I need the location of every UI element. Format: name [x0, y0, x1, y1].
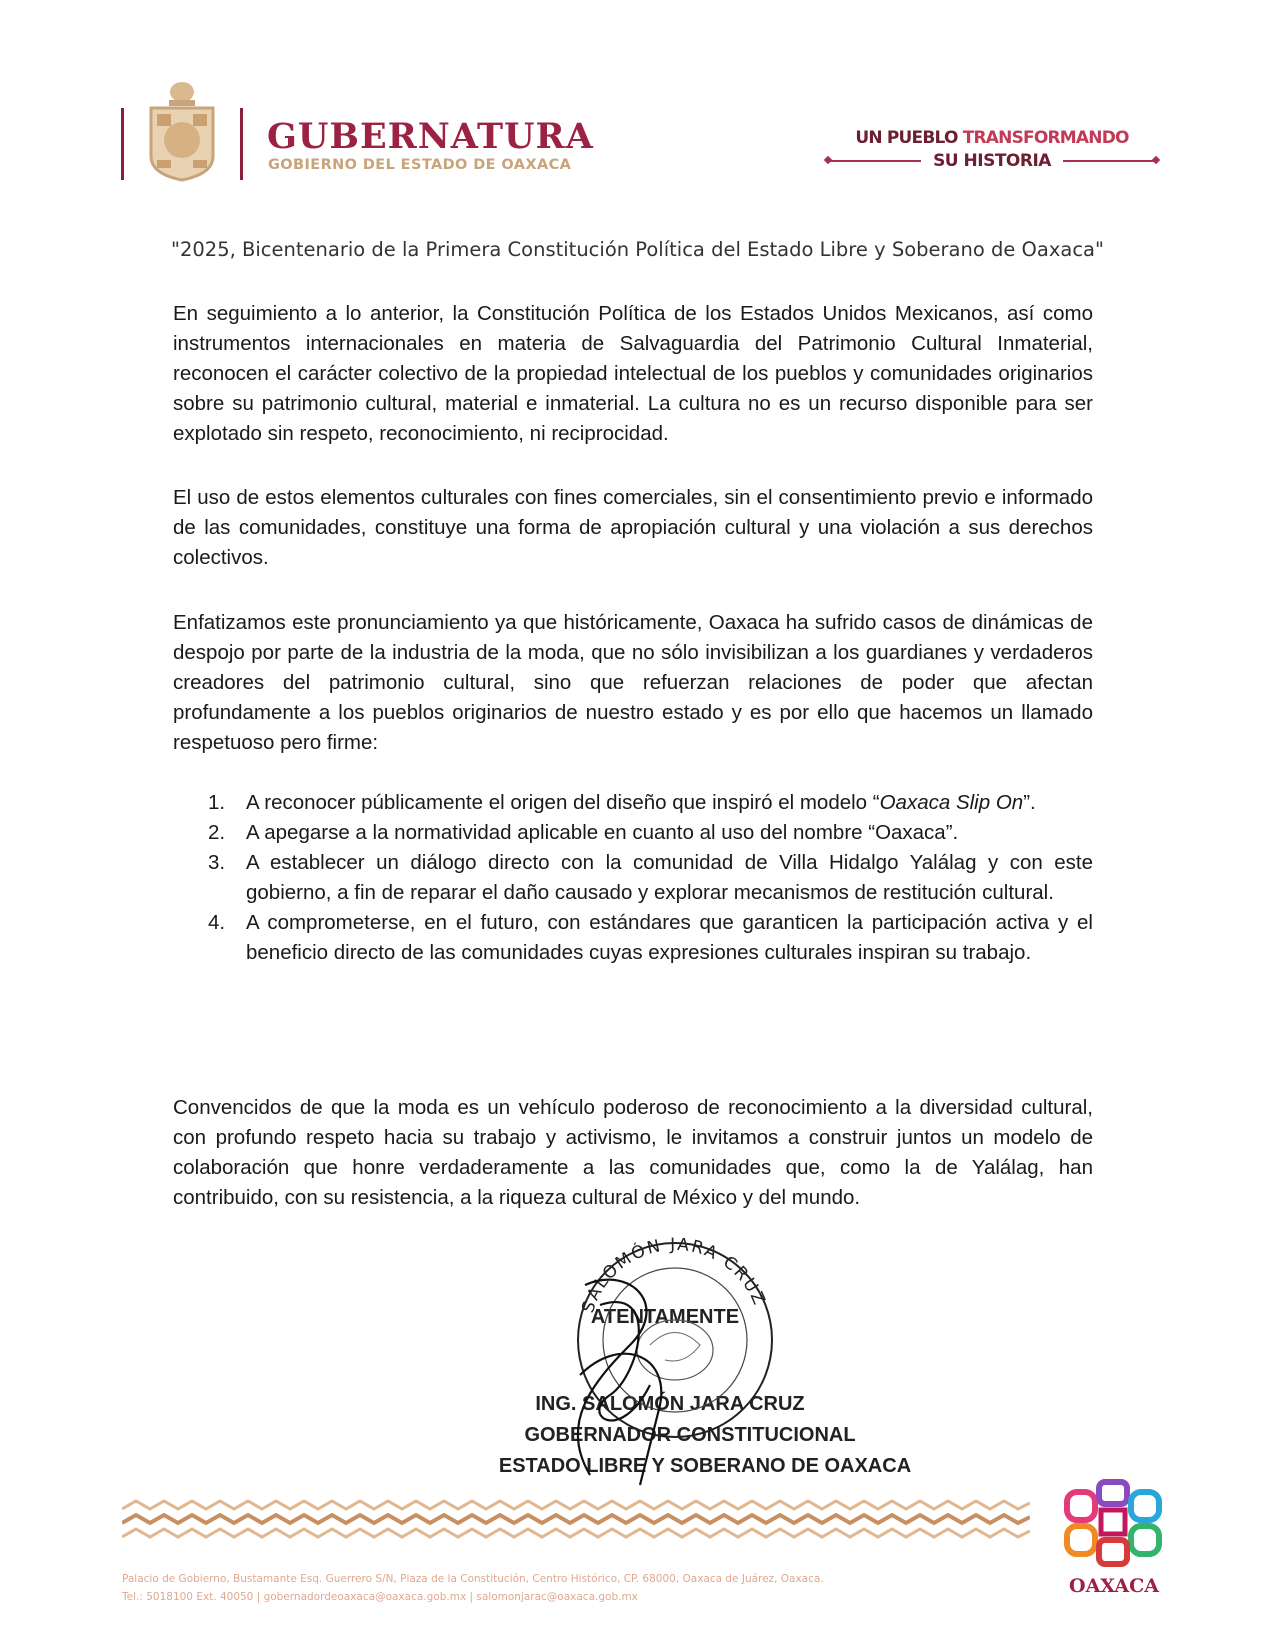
slogan-line-1	[827, 128, 1157, 148]
official-seal-and-signature	[520, 1225, 820, 1495]
header-title: GUBERNATURA	[267, 116, 594, 157]
closing-word: ATENTAMENTE	[590, 1306, 740, 1328]
slogan-part-1: UN PUEBLO	[855, 128, 963, 148]
paragraph-2: El uso de estos elementos culturales con fines comerciales, sin el consentimiento previo e informado de las comunidades, constituye una forma de apropiación cultural y una violación a sus derechos colectivos.	[173, 486, 1093, 569]
slogan-right-rule	[1063, 160, 1157, 162]
header-left-bar	[121, 108, 124, 180]
list-item	[208, 848, 1093, 908]
list-number: 1.	[208, 791, 226, 814]
slogan	[827, 128, 1157, 171]
list-number: 2.	[208, 821, 226, 844]
decorative-zigzag-border	[122, 1497, 1030, 1547]
header-right-bar	[240, 108, 243, 180]
footer-contact: Tel.: 5018100 Ext. 40050 | gobernadordeoaxaca@oaxaca.gob.mx | salomonjarac@oaxaca.gob.mx	[122, 1591, 638, 1603]
list-number: 4.	[208, 911, 226, 934]
slogan-line-2	[827, 151, 1157, 171]
oaxaca-logo-icon	[1063, 1478, 1163, 1570]
seal-text: SALOMÓN JARA CRUZ	[578, 1234, 770, 1316]
year-motto: "2025, Bicentenario de la Primera Constitución Política del Estado Libre y Soberano de Oaxaca"	[171, 238, 1104, 261]
list-item-1-post: ”.	[1023, 791, 1036, 814]
list-item-3-text: A establecer un diálogo directo con la comunidad de Villa Hidalgo Yalálag y con este gobierno, a fin de reparar el daño causado y explorar mecanismos de restitución cultural.	[246, 851, 1093, 904]
slogan-left-rule	[827, 160, 921, 162]
list-item	[208, 908, 1093, 968]
list-item-1-em: Oaxaca Slip On	[879, 791, 1024, 814]
footer-address: Palacio de Gobierno, Bustamante Esq. Guerrero S/N, Plaza de la Constitución, Centro Histórico, CP. 68000, Oaxaca de Juárez, Oaxaca.	[122, 1573, 824, 1585]
header-subtitle: GOBIERNO DEL ESTADO DE OAXACA	[268, 157, 572, 173]
list-number: 3.	[208, 851, 226, 874]
oaxaca-crest-icon	[143, 78, 221, 182]
signer-position: GOBERNADOR CONSTITUCIONAL	[524, 1424, 856, 1446]
paragraph-3: Enfatizamos este pronunciamiento ya que históricamente, Oaxaca ha sufrido casos de dinámicas de despojo por parte de la industria de la moda, que no sólo invisibilizan a los guardianes y verdaderos creadores del patrimonio cultural, sino que refuerzan relaciones de poder que afectan profundamente a los pueblos originarios de nuestro estado y es por ello que hacemos un llamado respetuoso pero firme:	[173, 611, 1093, 754]
list-item-4-text: A comprometerse, en el futuro, con estándares que garanticen la participación activa y el beneficio directo de las comunidades cuyas expresiones culturales inspiran su trabajo.	[246, 911, 1093, 964]
slogan-line-2-text: SU HISTORIA	[933, 151, 1051, 171]
list-item	[208, 818, 1093, 848]
slogan-part-2: TRANSFORMANDO	[962, 128, 1129, 148]
paragraph-closing: Convencidos de que la moda es un vehículo poderoso de reconocimiento a la diversidad cultural, con profundo respeto hacia su trabajo y activismo, le invitamos a construir juntos un modelo de colaboración que honre verdaderamente a las comunidades que, como la de Yalálag, han contribuido, con su resistencia, a la riqueza cultural de México y del mundo.	[173, 1096, 1093, 1209]
demands-list	[208, 788, 1093, 968]
signer-state: ESTADO LIBRE Y SOBERANO DE OAXACA	[498, 1455, 912, 1477]
signer-name: ING. SALOMÓN JARA CRUZ	[535, 1393, 805, 1415]
list-item-2-text: A apegarse a la normatividad aplicable en cuanto al uso del nombre “Oaxaca”.	[246, 821, 959, 844]
list-item-1-pre: A reconocer públicamente el origen del diseño que inspiró el modelo “	[246, 791, 880, 814]
oaxaca-logo-word: OAXACA	[1069, 1575, 1159, 1597]
paragraph-1: En seguimiento a lo anterior, la Constitución Política de los Estados Unidos Mexicanos, así como instrumentos internacionales en materia de Salvaguardia del Patrimonio Cultural Inmaterial, reconocen el carácter colectivo de la propiedad intelectual de los pueblos y comunidades originarios sobre su patrimonio cultural, material e inmaterial. La cultura no es un recurso disponible para ser explotado sin respeto, reconocimiento, ni reciprocidad.	[173, 302, 1093, 445]
list-item	[208, 788, 1093, 818]
